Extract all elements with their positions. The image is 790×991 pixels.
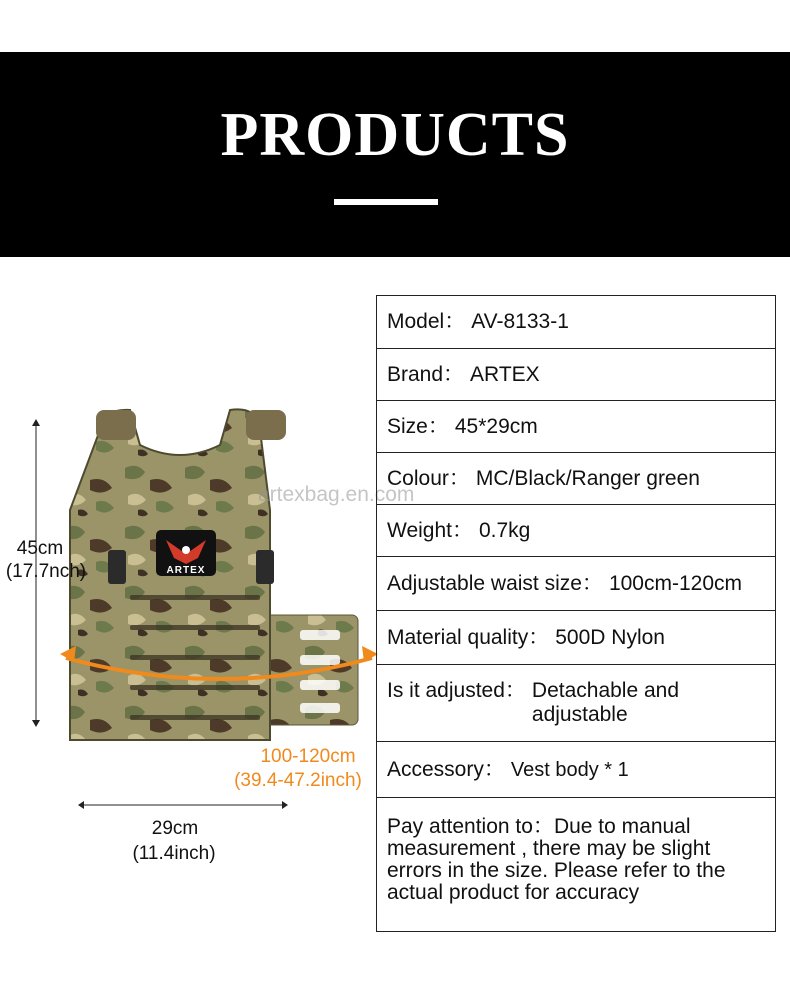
width-inch-label: (11.4inch) [132, 843, 216, 864]
plate-carrier-vest-image [60, 400, 380, 770]
spec-label: Size： [387, 414, 449, 438]
page-title: PRODUCTS [220, 101, 570, 169]
spec-label: Accessory： [387, 757, 505, 781]
spec-value: Vest body * 1 [510, 758, 629, 781]
spec-value: 100cm-120cm [608, 571, 742, 595]
spec-value: 45*29cm [454, 414, 538, 438]
spec-label: Weight： [387, 518, 473, 542]
spec-row-brand [377, 348, 775, 400]
spec-value: ARTEX [470, 362, 540, 386]
spec-row-model [377, 296, 775, 348]
spec-table [376, 295, 776, 932]
spec-value: Detachable and adjustable [531, 679, 680, 726]
waist-inch-label: (39.4-47.2inch) [234, 770, 362, 791]
spec-label: Pay attention to： [387, 815, 554, 838]
watermark-text: artexbag.en.com [258, 483, 415, 506]
spec-label: Adjustable waist size： [387, 571, 603, 595]
spec-value: Due to manual measurement , there may be slight errors in the size. Please refer to the actual product for accuracy [387, 815, 726, 904]
spec-label: Material quality： [387, 625, 550, 649]
note-text [387, 816, 765, 904]
spec-row-adjusted [377, 664, 775, 741]
spec-row-material [377, 610, 775, 664]
spec-value: 0.7kg [478, 518, 531, 542]
spec-row-colour [377, 452, 775, 504]
spec-label: Colour： [387, 466, 470, 490]
spec-row-weight [377, 504, 775, 556]
title-underline [334, 199, 438, 205]
spec-label: Is it adjusted： [387, 679, 526, 702]
spec-value: MC/Black/Ranger green [475, 466, 700, 490]
spec-row-size [377, 400, 775, 452]
spec-value: 500D Nylon [555, 625, 665, 649]
height-cm-label: 45cm [16, 538, 64, 559]
waist-cm-label: 100-120cm [260, 746, 356, 767]
patch-text: ARTEX [166, 565, 206, 576]
height-inch-label: (17.7nch) [5, 561, 87, 582]
spec-label: Model： [387, 310, 466, 333]
spec-row-accessory [377, 741, 775, 797]
width-cm-label: 29cm [151, 818, 199, 839]
spec-row-waist [377, 556, 775, 610]
spec-row-note [377, 797, 775, 931]
spec-label: Brand： [387, 362, 465, 386]
width-dimension-line [78, 798, 288, 812]
spec-value: AV-8133-1 [471, 310, 569, 333]
